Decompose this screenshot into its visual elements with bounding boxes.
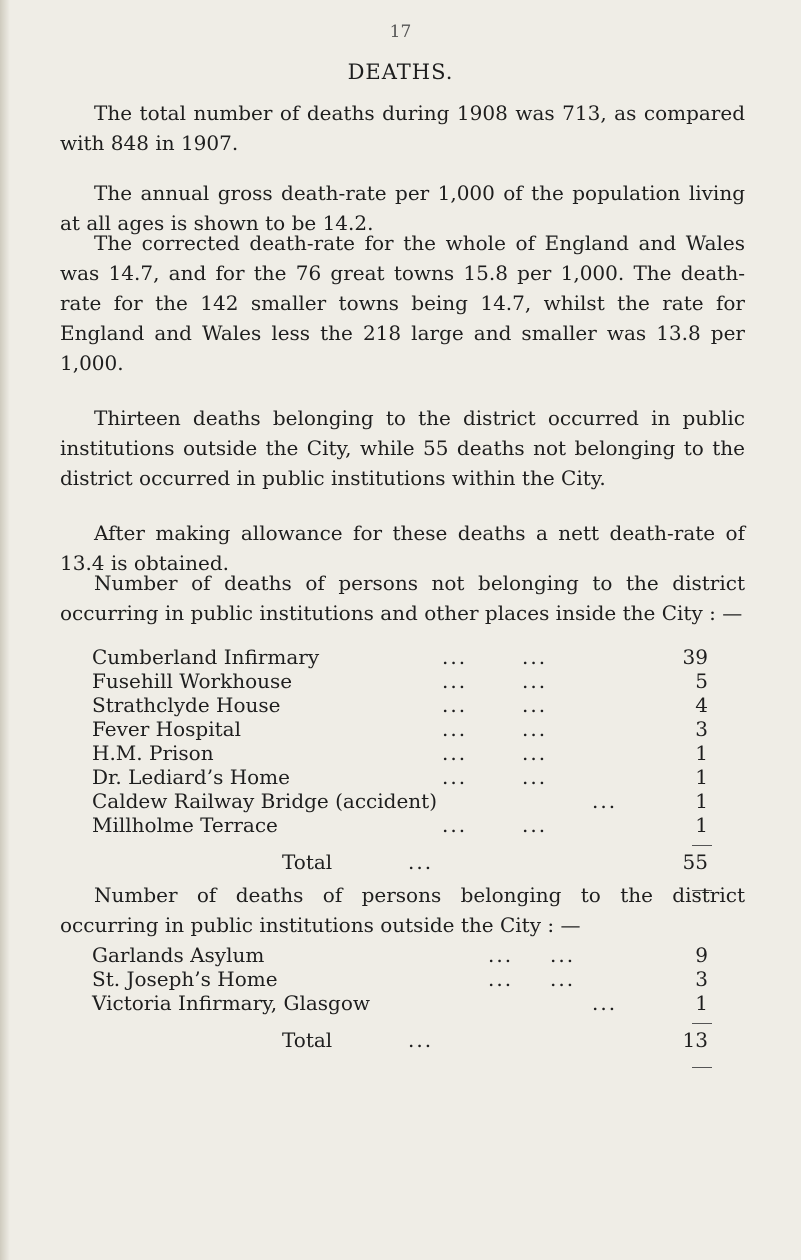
inside-city-deaths-table <box>92 645 752 877</box>
death-count: 9 <box>695 943 708 967</box>
table-row <box>92 789 752 813</box>
institution-name: Dr. Lediard’s Home <box>92 765 290 789</box>
death-count: 39 <box>682 645 708 669</box>
sum-rule <box>692 845 712 846</box>
table-row <box>92 765 752 789</box>
institution-name: Garlands Asylum <box>92 943 265 967</box>
death-count: 5 <box>695 669 708 693</box>
paragraph-text: The corrected death-rate for the whole of England and Wales was 14.7, and for the 76 great towns 15.8 per 1,000. The death-rate for the 142 smaller towns being 14.7, whilst the rate for England and Wales less the 218 large and smaller was 13.8 per 1,000. <box>60 231 745 375</box>
institution-name: Strathclyde House <box>92 693 281 717</box>
paragraph-total-deaths <box>60 98 745 158</box>
paragraph-text: Number of deaths of persons not belonging to the district occurring in public institutions and other places inside the City : — <box>60 571 745 625</box>
leader-dots: ... <box>550 943 576 967</box>
leader-dots: ... <box>442 669 468 693</box>
leader-dots: ... <box>592 789 618 813</box>
leader-dots: ... <box>408 850 434 874</box>
table-row <box>92 943 752 967</box>
leader-dots: ... <box>522 813 548 837</box>
institution-name: Fusehill Workhouse <box>92 669 293 693</box>
leader-dots: ... <box>522 765 548 789</box>
outside-city-deaths-table <box>92 943 752 1055</box>
table-row <box>92 741 752 765</box>
leader-dots: ... <box>522 717 548 741</box>
leader-dots: ... <box>488 967 514 991</box>
paragraph-inside-city-intro <box>60 568 745 628</box>
page-number: 17 <box>389 22 412 42</box>
paragraph-text: After making allowance for these deaths a nett death-rate of 13.4 is obtained. <box>60 521 745 575</box>
institution-name: Fever Hospital <box>92 717 241 741</box>
leader-dots: ... <box>522 669 548 693</box>
death-count: 1 <box>695 765 708 789</box>
total-row <box>92 847 752 877</box>
leader-dots: ... <box>442 645 468 669</box>
table-row <box>92 991 752 1015</box>
leader-dots: ... <box>522 693 548 717</box>
section-heading: DEATHS. <box>347 60 454 84</box>
leader-dots: ... <box>442 765 468 789</box>
death-count: 3 <box>695 717 708 741</box>
paragraph-text: Number of deaths of persons belonging to the district occurring in public institutions outside the City : — <box>60 883 745 937</box>
institution-name: H.M. Prison <box>92 741 214 765</box>
leader-dots: ... <box>488 943 514 967</box>
table-row <box>92 693 752 717</box>
paragraph-institution-deaths <box>60 403 745 493</box>
institution-name: Victoria Infirmary, Glasgow <box>92 991 371 1015</box>
paragraph-text: The annual gross death-rate per 1,000 of the population living at all ages is shown to be 14.2. <box>60 181 745 235</box>
death-count: 4 <box>695 693 708 717</box>
death-count: 1 <box>695 813 708 837</box>
leader-dots: ... <box>442 693 468 717</box>
total-label: Total <box>282 1028 333 1052</box>
death-count: 1 <box>695 741 708 765</box>
sum-rule <box>692 1067 712 1068</box>
institution-name: Caldew Railway Bridge (accident) <box>92 789 438 813</box>
leader-dots: ... <box>442 717 468 741</box>
leader-dots: ... <box>550 967 576 991</box>
leader-dots: ... <box>408 1028 434 1052</box>
death-count: 3 <box>695 967 708 991</box>
institution-name: St. Joseph’s Home <box>92 967 278 991</box>
table-row <box>92 645 752 669</box>
table-row <box>92 967 752 991</box>
paragraph-outside-city-intro <box>60 880 745 940</box>
table-row <box>92 813 752 837</box>
table-row <box>92 669 752 693</box>
leader-dots: ... <box>592 991 618 1015</box>
page-edge-shadow <box>0 0 10 1260</box>
leader-dots: ... <box>522 741 548 765</box>
institution-name: Millholme Terrace <box>92 813 278 837</box>
total-row <box>92 1025 752 1055</box>
table-row <box>92 717 752 741</box>
total-count: 55 <box>682 850 708 874</box>
paragraph-text: The total number of deaths during 1908 was 713, as compared with 848 in 1907. <box>60 101 745 155</box>
institution-name: Cumberland Infirmary <box>92 645 320 669</box>
death-count: 1 <box>695 789 708 813</box>
total-label: Total <box>282 850 333 874</box>
sum-rule <box>692 1023 712 1024</box>
leader-dots: ... <box>442 813 468 837</box>
death-count: 1 <box>695 991 708 1015</box>
total-count: 13 <box>682 1028 708 1052</box>
paragraph-text: Thirteen deaths belonging to the district occurred in public institutions outside the City, while 55 deaths not belonging to the district occurred in public institutions within the City. <box>60 406 745 490</box>
leader-dots: ... <box>522 645 548 669</box>
paragraph-corrected-death-rate <box>60 228 745 378</box>
leader-dots: ... <box>442 741 468 765</box>
